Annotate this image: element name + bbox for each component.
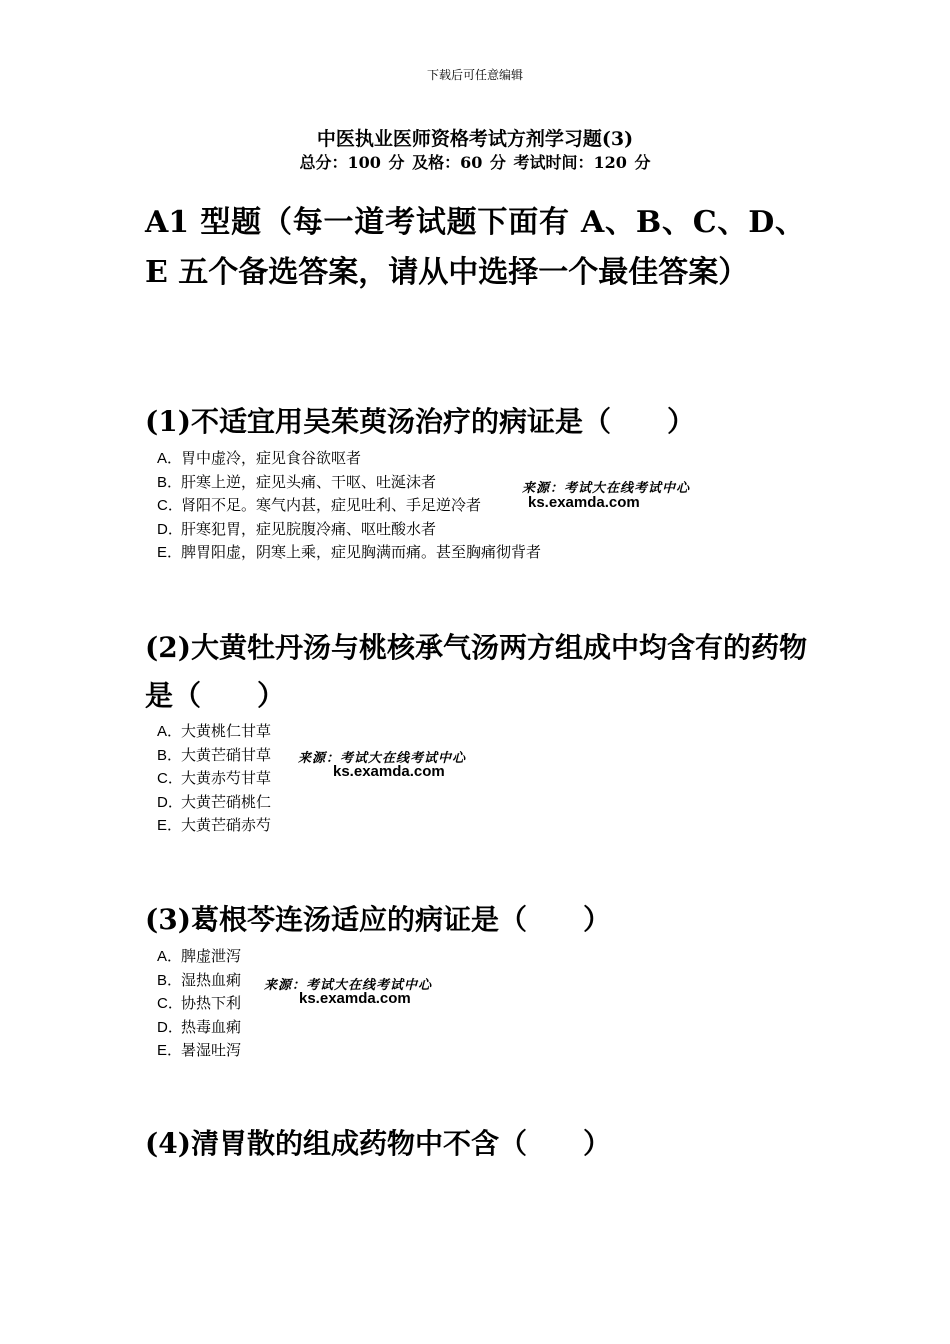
option-e [157, 1039, 241, 1063]
option-d [157, 1016, 241, 1040]
option-text: 脾胃阳虚，阴寒上乘，症见胸满而痛。甚至胸痛彻背者 [181, 543, 542, 561]
option-letter: A． [157, 450, 183, 467]
option-d [157, 791, 271, 815]
question-2-options [157, 720, 271, 838]
watermark-source: 来源：考试大在线考试中心 [298, 751, 467, 766]
exam-meta: 总分：100 分 及格：60 分 考试时间：120 分 [299, 153, 651, 172]
option-text: 肝寒犯胃，症见脘腹冷痛、呕吐酸水者 [181, 519, 437, 538]
watermark-source: 来源：考试大在线考试中心 [264, 978, 433, 993]
option-a [157, 720, 271, 744]
option-text: 胃中虚冷，症见食谷欲呕者 [181, 449, 362, 467]
option-text: 大黄桃仁甘草 [181, 722, 272, 740]
option-text: 大黄芒硝甘草 [181, 745, 272, 764]
question-4-stem: (4)清胃散的组成药物中不含（ ） [145, 1127, 611, 1160]
option-letter: D． [157, 793, 183, 811]
option-letter: A． [157, 948, 183, 965]
option-d [157, 518, 541, 542]
document-title: 中医执业医师资格考试方剂学习题(3) [316, 128, 634, 150]
option-text: 肾阳不足。寒气内甚，症见吐利、手足逆冷者 [181, 496, 482, 514]
option-a [157, 945, 241, 969]
download-note: 下载后可任意编辑 [426, 68, 523, 82]
option-letter: E． [157, 1042, 183, 1059]
option-text: 协热下利 [181, 994, 242, 1012]
question-3-options [157, 945, 241, 1063]
option-b [157, 471, 541, 495]
option-letter: E． [157, 817, 183, 834]
option-b [157, 969, 241, 993]
option-letter: D． [157, 520, 183, 538]
watermark-url: ks.examda.com [299, 990, 411, 1007]
section-heading: A1 型题（每一道考试题下面有 A、B、C、D、E 五个备选答案，请从中选择一个最佳答案） [145, 205, 805, 290]
question-1-stem: (1)不适宜用吴茱萸汤治疗的病证是（ ） [145, 405, 695, 438]
option-c [157, 494, 541, 518]
question-2-stem: (2)大黄牡丹汤与桃核承气汤两方组成中均含有的药物是（ ） [145, 631, 807, 712]
question-1-options [157, 447, 541, 565]
option-letter: C． [157, 497, 183, 514]
option-text: 暑湿吐泻 [181, 1041, 242, 1059]
option-text: 大黄芒硝桃仁 [181, 792, 272, 811]
option-letter: C． [157, 770, 183, 787]
watermark-url: ks.examda.com [528, 494, 640, 511]
option-text: 大黄赤芍甘草 [181, 769, 272, 787]
option-letter: E． [157, 544, 183, 561]
option-text: 肝寒上逆，症见头痛、干呕、吐涎沫者 [181, 472, 437, 491]
question-3-stem: (3)葛根芩连汤适应的病证是（ ） [145, 903, 611, 936]
option-text: 脾虚泄泻 [181, 947, 242, 965]
option-text: 热毒血痢 [181, 1017, 242, 1036]
option-letter: B． [157, 746, 183, 764]
option-letter: C． [157, 995, 183, 1012]
option-e [157, 814, 271, 838]
option-b [157, 744, 271, 768]
option-letter: A． [157, 723, 183, 740]
watermark-url: ks.examda.com [333, 763, 445, 780]
watermark-source: 来源：考试大在线考试中心 [522, 481, 691, 496]
option-a [157, 447, 541, 471]
option-letter: B． [157, 971, 183, 989]
option-text: 湿热血痢 [181, 970, 242, 989]
option-e [157, 541, 541, 565]
option-c [157, 767, 271, 791]
option-c [157, 992, 241, 1016]
option-text: 大黄芒硝赤芍 [181, 816, 272, 834]
option-letter: B． [157, 473, 183, 491]
option-letter: D． [157, 1018, 183, 1036]
